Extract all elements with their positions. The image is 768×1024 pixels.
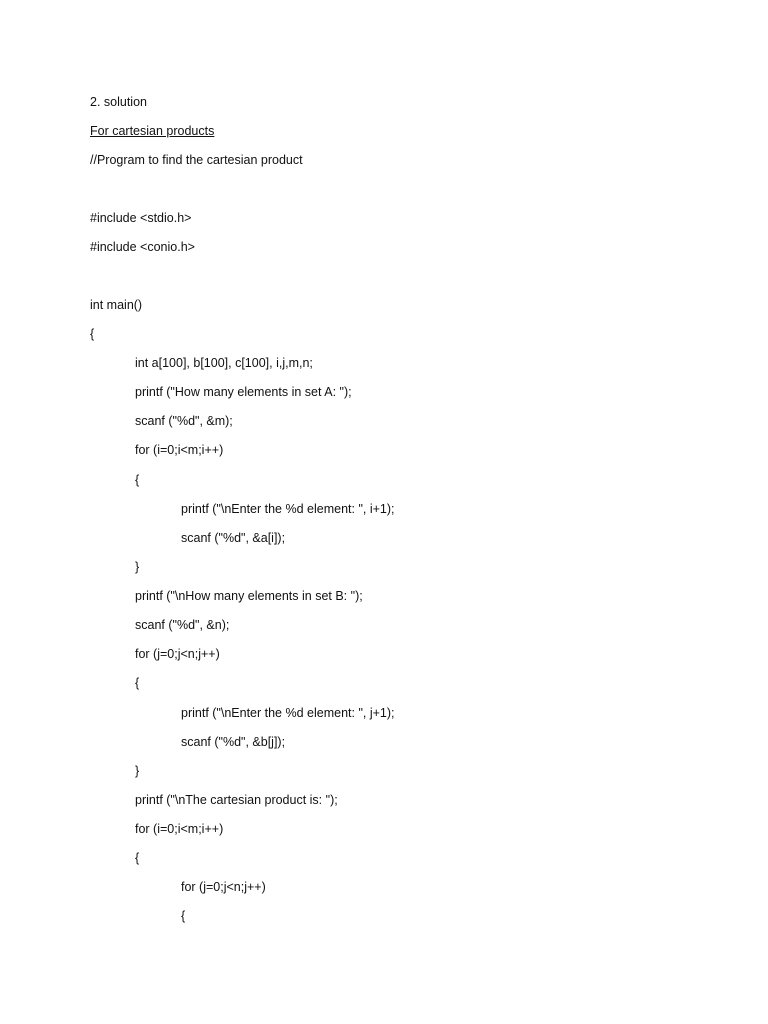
code-line-open-brace: {	[90, 327, 95, 341]
section-title: For cartesian products	[90, 124, 215, 138]
code-line-prompt-b: printf ("\nHow many elements in set B: ");	[135, 589, 363, 603]
code-line-outer-loop: for (i=0;i<m;i++)	[135, 822, 224, 836]
code-line-brace-open: {	[135, 473, 140, 487]
code-line-for-j: for (j=0;j<n;j++)	[135, 647, 220, 661]
code-line-enter-b: printf ("\nEnter the %d element: ", j+1);	[181, 706, 395, 720]
code-line-result-label: printf ("\nThe cartesian product is: ");	[135, 793, 338, 807]
code-line-inner-loop: for (j=0;j<n;j++)	[181, 880, 266, 894]
code-line-scan-b: scanf ("%d", &b[j]);	[181, 735, 286, 749]
include-stdio: #include <stdio.h>	[90, 211, 192, 225]
code-line-brace-close: }	[135, 560, 140, 574]
solution-heading: 2. solution	[90, 95, 147, 109]
code-line-main: int main()	[90, 298, 143, 312]
code-line-brace-open: {	[181, 909, 186, 923]
code-line-enter-a: printf ("\nEnter the %d element: ", i+1);	[181, 502, 395, 516]
include-conio: #include <conio.h>	[90, 240, 195, 254]
code-line-brace-open: {	[135, 676, 140, 690]
code-line-scan-a: scanf ("%d", &a[i]);	[181, 531, 286, 545]
code-line-brace-open: {	[135, 851, 140, 865]
code-line-scan-m: scanf ("%d", &m);	[135, 414, 233, 428]
program-comment: //Program to find the cartesian product	[90, 153, 303, 167]
code-line-prompt-a: printf ("How many elements in set A: ");	[135, 385, 352, 399]
code-line-for-i: for (i=0;i<m;i++)	[135, 443, 224, 457]
code-line-scan-n: scanf ("%d", &n);	[135, 618, 230, 632]
code-line-declarations: int a[100], b[100], c[100], i,j,m,n;	[135, 356, 313, 370]
code-line-brace-close: }	[135, 764, 140, 778]
